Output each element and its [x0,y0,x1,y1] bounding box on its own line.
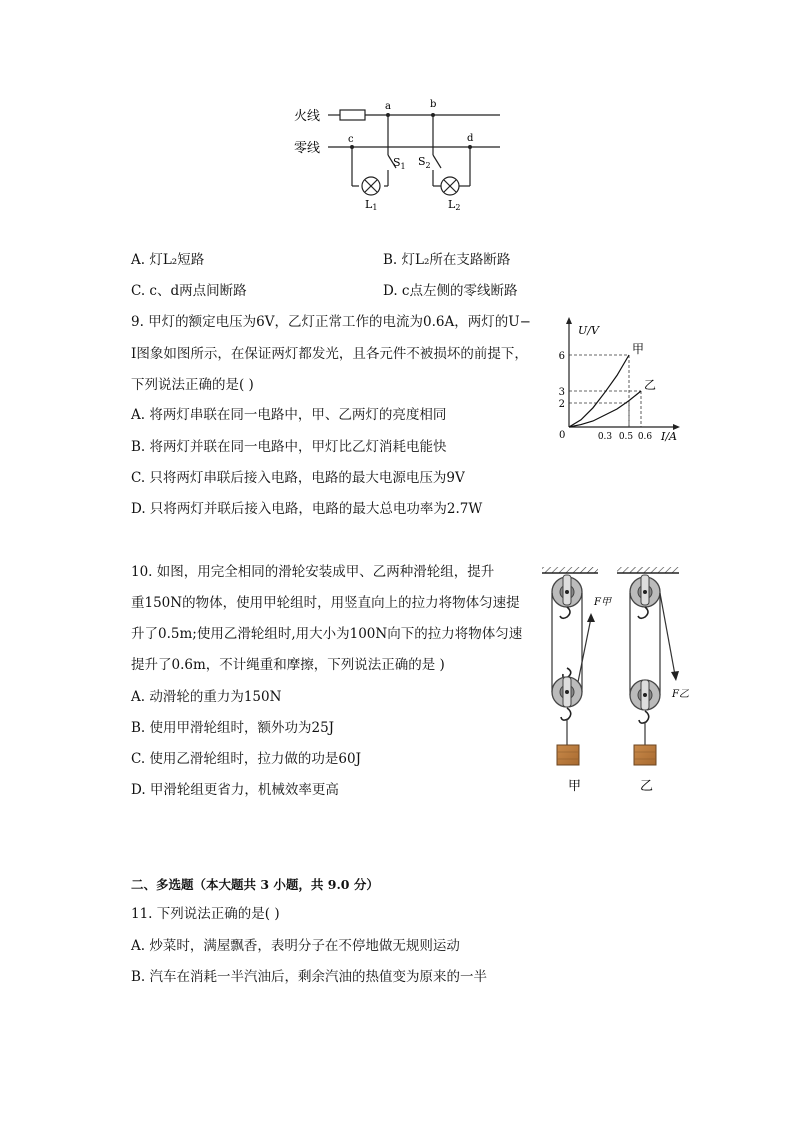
q11-stem: 11. 下列说法正确的是( ) [131,906,280,922]
q10-stem-line2: 重150N的物体，使用甲轮组时，用竖直向上的拉力将物体匀速提 [131,595,520,611]
live-wire-label: 火线 [294,109,321,124]
x-tick-0.6: 0.6 [637,432,653,442]
q10-option-c: C. 使用乙滑轮组时，拉力做的功是60J [131,751,362,767]
switch-s1-label: $S_1$ [393,156,406,171]
force-jia-label: F甲 [594,597,611,608]
point-c: c [348,134,354,145]
q8-option-d: D. c点左侧的零线断路 [383,283,518,299]
point-b: b [430,99,437,110]
force-yi-label: F乙 [672,689,689,700]
q10-option-d: D. 甲滑轮组更省力，机械效率更高 [131,782,339,798]
q11-option-a: A. 炒菜时，满屋飘香，表明分子在不停地做无规则运动 [131,938,460,954]
y-tick-2: 2 [558,399,565,410]
q8-option-a: A. 灯L₂短路 [131,252,205,268]
y-axis-label: U/V [578,324,599,337]
neutral-wire-label: 零线 [294,141,321,156]
pulley-system-jia [542,567,598,765]
pulley-yi-label: 乙 [640,779,654,794]
q9-stem-line2: I图象如图所示，在保证两灯都发光，且各元件不被损坏的前提下， [131,346,528,362]
q9-option-c: C. 只将两灯串联后接入电路，电路的最大电源电压为9V [131,470,465,486]
q9-stem-line1: 9. 甲灯的额定电压为6V，乙灯正常工作的电流为0.6A，两灯的U− [131,314,531,330]
origin-label: 0 [559,430,566,441]
q8-option-c: C. c、d两点间断路 [131,283,247,299]
pulley-jia-label: 甲 [568,779,582,794]
q9-stem-line3: 下列说法正确的是( ) [131,377,254,393]
section-heading: 二、多选题（本大题共 3 小题，共 9.0 分） [131,877,379,892]
pulley-system-yi [617,567,679,765]
x-tick-0.5: 0.5 [618,432,634,442]
y-tick-6: 6 [558,351,565,362]
q10-option-a: A. 动滑轮的重力为150N [131,689,282,705]
switch-s2-label: $S_2$ [418,155,431,170]
q9-option-b: B. 将两灯并联在同一电路中，甲灯比乙灯消耗电能快 [131,439,447,455]
lamp-l2-label: L2 [448,198,461,212]
lamp-l1-label: L1 [365,198,378,212]
q9-option-a: A. 将两灯串联在同一电路中，甲、乙两灯的亮度相同 [131,407,447,423]
y-tick-3: 3 [558,387,565,398]
x-tick-0.3: 0.3 [597,432,613,442]
series-label-1: 乙 [644,378,657,392]
point-d: d [467,133,474,144]
q10-stem-line1: 10. 如图，用完全相同的滑轮安装成甲、乙两种滑轮组，提升 [131,564,495,580]
x-axis-label: I/A [661,430,677,443]
q10-stem-line4: 提升了0.6m，不计绳重和摩擦，下列说法正确的是 ) [131,657,445,673]
q11-option-b: B. 汽车在消耗一半汽油后，剩余汽油的热值变为原来的一半 [131,969,488,985]
q10-stem-line3: 升了0.5m;使用乙滑轮组时,用大小为100N向下的拉力将物体匀速 [131,626,523,642]
q8-option-b: B. 灯L₂所在支路断路 [383,252,511,268]
q9-option-d: D. 只将两灯并联后接入电路，电路的最大总电功率为2.7W [131,501,483,517]
q10-option-b: B. 使用甲滑轮组时，额外功为25J [131,720,335,736]
series-label-0: 甲 [632,342,645,356]
point-a: a [385,101,391,112]
